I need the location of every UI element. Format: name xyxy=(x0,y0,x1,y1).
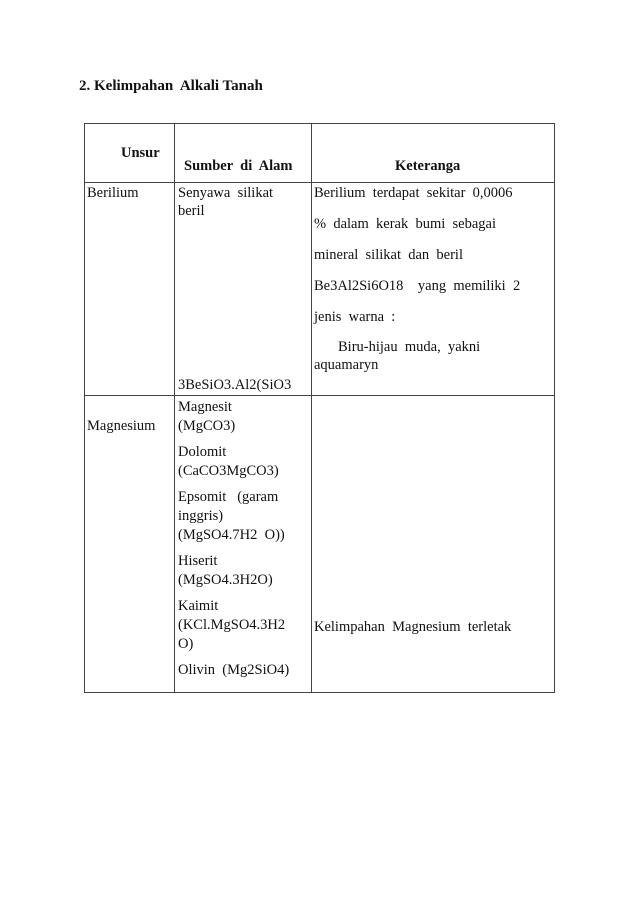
sumber-berilium-line-1: Senyawa silikat xyxy=(178,185,274,201)
sumber-berilium-line-2: beril xyxy=(178,203,205,219)
alkali-earth-table xyxy=(84,123,555,693)
header-sumber: Sumber di Alam xyxy=(184,158,293,174)
cell-sumber-magnesium xyxy=(175,396,312,693)
table-row-magnesium xyxy=(85,396,555,693)
cell-unsur-berilium xyxy=(85,183,175,396)
source-epsomit-name-2: inggris) xyxy=(178,508,224,524)
source-olivin: Olivin (Mg2SiO4) xyxy=(178,662,290,678)
cell-keterangan-magnesium xyxy=(312,396,555,693)
table-row-berilium xyxy=(85,183,555,396)
cell-keterangan-berilium xyxy=(312,183,555,396)
source-epsomit-name: Epsomit (garam xyxy=(178,489,279,505)
source-magnesit-formula: (MgCO3) xyxy=(178,418,236,434)
source-magnesit-name: Magnesit xyxy=(178,399,232,415)
ket-berilium-line-3: mineral silikat dan beril xyxy=(314,247,463,263)
ket-berilium-line-5: jenis warna : xyxy=(314,309,396,325)
source-kaimit-formula-2: O) xyxy=(178,636,194,652)
ket-berilium-line-4: Be3Al2Si6O18 yang memiliki 2 xyxy=(314,278,521,294)
source-hiserit-name: Hiserit xyxy=(178,553,218,569)
ket-magnesium: Kelimpahan Magnesium terletak xyxy=(314,619,512,635)
ket-berilium-line-1: Berilium terdapat sekitar 0,0006 xyxy=(314,185,513,201)
header-unsur-cell xyxy=(85,124,175,183)
ket-berilium-line-2: % dalam kerak bumi sebagai xyxy=(314,216,496,232)
section-title: 2. Kelimpahan Alkali Tanah xyxy=(79,78,263,94)
source-epsomit-formula: (MgSO4.7H2 O)) xyxy=(178,527,285,543)
source-dolomit-formula: (CaCO3MgCO3) xyxy=(178,463,279,479)
ket-berilium-line-7: aquamaryn xyxy=(314,357,379,373)
header-sumber-cell xyxy=(175,124,312,183)
cell-sumber-berilium xyxy=(175,183,312,396)
cell-unsur-magnesium xyxy=(85,396,175,693)
source-dolomit-name: Dolomit xyxy=(178,444,227,460)
ket-berilium-line-6: Biru-hijau muda, yakni xyxy=(338,339,481,355)
header-keterangan: Keteranga xyxy=(395,158,461,174)
unsur-berilium: Berilium xyxy=(87,185,139,201)
header-keterangan-cell xyxy=(312,124,555,183)
table-header-row xyxy=(85,124,555,183)
unsur-magnesium: Magnesium xyxy=(87,418,156,434)
header-unsur: Unsur xyxy=(121,145,160,161)
source-kaimit-formula: (KCl.MgSO4.3H2 xyxy=(178,617,286,633)
source-kaimit-name: Kaimit xyxy=(178,598,219,614)
sumber-berilium-line-3: 3BeSiO3.Al2(SiO3 xyxy=(178,377,292,393)
source-hiserit-formula: (MgSO4.3H2O) xyxy=(178,572,273,588)
